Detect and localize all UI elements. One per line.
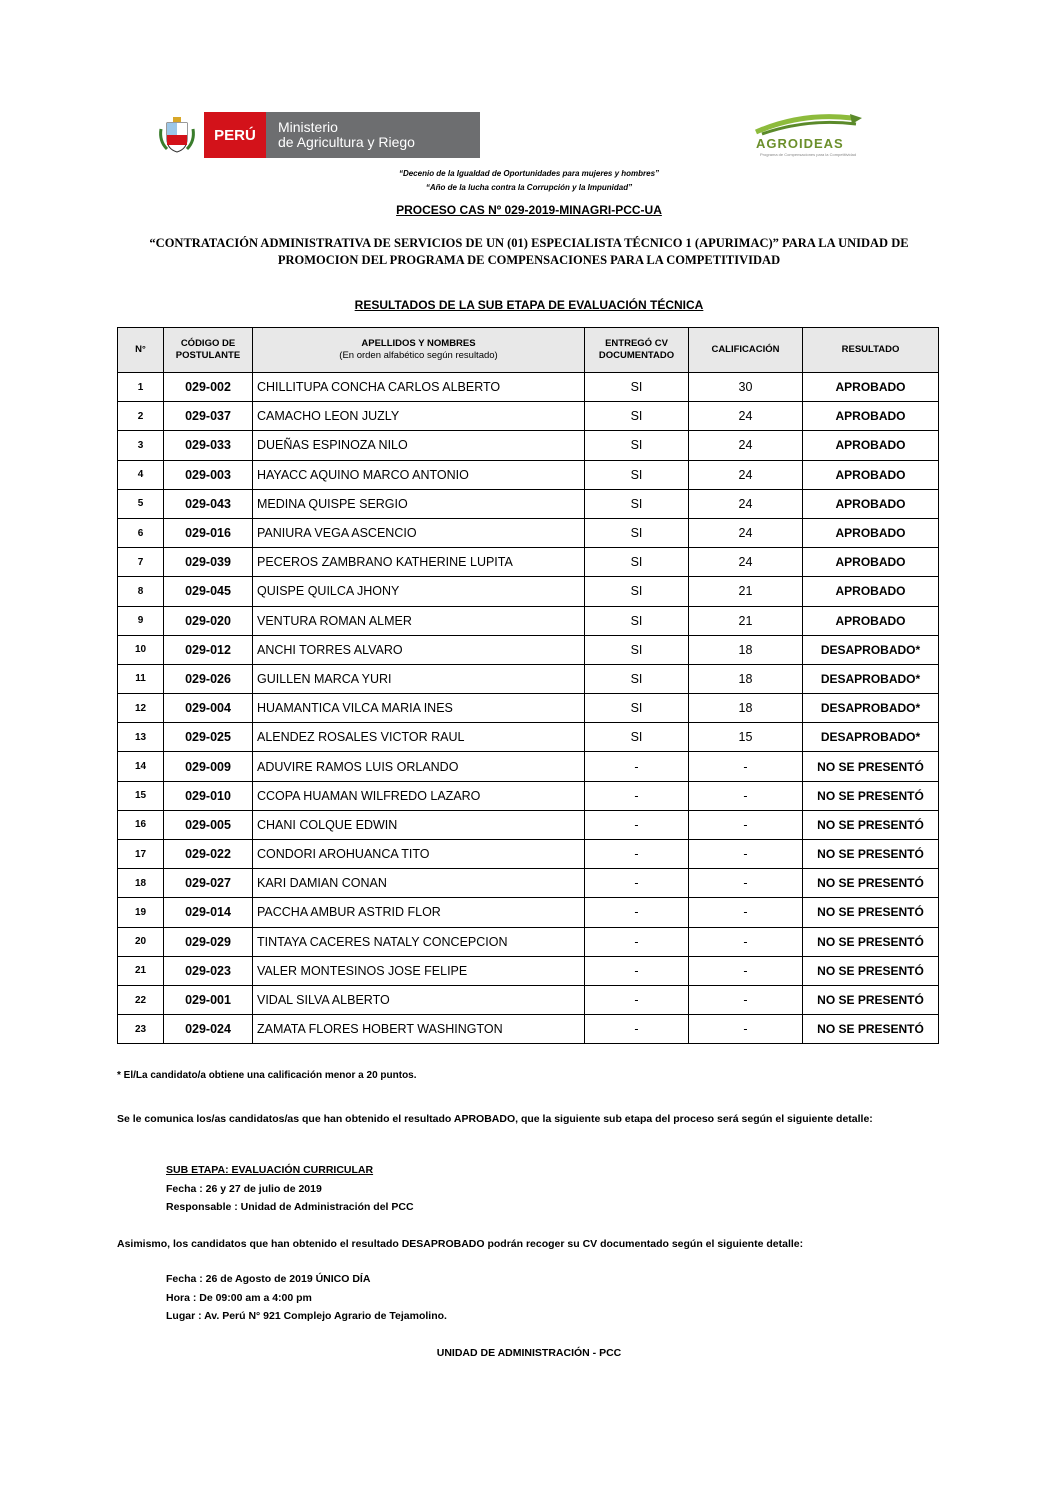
row-nombre: GUILLEN MARCA YURI <box>253 664 585 693</box>
header-resultado: RESULTADO <box>803 328 939 373</box>
row-cv: - <box>585 898 689 927</box>
header-codigo <box>164 328 253 373</box>
row-cv: - <box>585 1015 689 1044</box>
row-resultado: DESAPROBADO* <box>803 694 939 723</box>
ministry-name <box>266 112 480 158</box>
row-codigo: 029-026 <box>164 664 253 693</box>
row-nombre: HAYACC AQUINO MARCO ANTONIO <box>253 460 585 489</box>
row-resultado: NO SE PRESENTÓ <box>803 810 939 839</box>
row-calificacion: - <box>689 781 803 810</box>
row-calificacion: 18 <box>689 635 803 664</box>
row-cv: SI <box>585 577 689 606</box>
row-nombre: PACCHA AMBUR ASTRID FLOR <box>253 898 585 927</box>
row-codigo: 029-016 <box>164 518 253 547</box>
row-resultado: APROBADO <box>803 548 939 577</box>
row-resultado: DESAPROBADO* <box>803 664 939 693</box>
header-codigo-line-2: POSTULANTE <box>175 350 241 361</box>
table-row <box>118 577 939 606</box>
row-codigo: 029-004 <box>164 694 253 723</box>
row-resultado: DESAPROBADO* <box>803 723 939 752</box>
row-cv: - <box>585 752 689 781</box>
row-nombre: QUISPE QUILCA JHONY <box>253 577 585 606</box>
table-row <box>118 460 939 489</box>
row-resultado: NO SE PRESENTÓ <box>803 781 939 810</box>
recojo-fecha: Fecha : 26 de Agosto de 2019 ÚNICO DÍA <box>166 1273 371 1285</box>
row-number: 11 <box>118 664 164 693</box>
row-codigo: 029-033 <box>164 431 253 460</box>
table-header-row <box>118 328 939 373</box>
agroideas-tagline: Programa de Compensaciones para la Competitividad <box>760 152 857 157</box>
row-codigo: 029-020 <box>164 606 253 635</box>
row-resultado: APROBADO <box>803 606 939 635</box>
table-row <box>118 840 939 869</box>
sub-etapa-responsable: Responsable : Unidad de Administración del PCC <box>166 1201 414 1213</box>
header-nombres-line-2: (En orden alfabético según resultado) <box>339 350 498 361</box>
row-nombre: CCOPA HUAMAN WILFREDO LAZARO <box>253 781 585 810</box>
table-row <box>118 723 939 752</box>
row-cv: SI <box>585 723 689 752</box>
row-nombre: ALENDEZ ROSALES VICTOR RAUL <box>253 723 585 752</box>
results-table <box>117 327 939 1044</box>
row-codigo: 029-039 <box>164 548 253 577</box>
row-resultado: APROBADO <box>803 431 939 460</box>
row-resultado: APROBADO <box>803 577 939 606</box>
row-number: 15 <box>118 781 164 810</box>
agroideas-logo <box>752 112 868 160</box>
row-number: 16 <box>118 810 164 839</box>
row-codigo: 029-009 <box>164 752 253 781</box>
table-row <box>118 927 939 956</box>
row-resultado: APROBADO <box>803 518 939 547</box>
row-nombre: ANCHI TORRES ALVARO <box>253 635 585 664</box>
row-resultado: APROBADO <box>803 489 939 518</box>
proceso-title: PROCESO CAS Nº 029-2019-MINAGRI-PCC-UA <box>396 203 662 217</box>
peru-label: PERÚ <box>204 112 266 158</box>
recojo-lugar: Lugar : Av. Perú N° 921 Complejo Agrario de Tejamolino. <box>166 1310 447 1322</box>
table-row <box>118 606 939 635</box>
row-resultado: APROBADO <box>803 460 939 489</box>
row-cv: - <box>585 810 689 839</box>
row-cv: - <box>585 985 689 1014</box>
row-number: 7 <box>118 548 164 577</box>
row-number: 19 <box>118 898 164 927</box>
row-cv: SI <box>585 664 689 693</box>
row-resultado: DESAPROBADO* <box>803 635 939 664</box>
row-codigo: 029-014 <box>164 898 253 927</box>
row-nombre: VIDAL SILVA ALBERTO <box>253 985 585 1014</box>
row-calificacion: 18 <box>689 664 803 693</box>
table-row <box>118 489 939 518</box>
contract-title-line-2: PROMOCION DEL PROGRAMA DE COMPENSACIONES PARA LA COMPETITIVIDAD <box>277 253 781 267</box>
table-row <box>118 518 939 547</box>
row-cv: - <box>585 781 689 810</box>
row-number: 12 <box>118 694 164 723</box>
row-calificacion: 21 <box>689 577 803 606</box>
footnote: * El/La candidato/a obtiene una calificación menor a 20 puntos. <box>117 1070 417 1081</box>
header-calificacion: CALIFICACIÓN <box>689 328 803 373</box>
row-cv: SI <box>585 548 689 577</box>
agroideas-swoosh-icon <box>752 112 868 138</box>
row-calificacion: - <box>689 898 803 927</box>
row-codigo: 029-005 <box>164 810 253 839</box>
row-calificacion: 18 <box>689 694 803 723</box>
row-resultado: NO SE PRESENTÓ <box>803 869 939 898</box>
header-cv <box>585 328 689 373</box>
ministry-line-1: Ministerio <box>278 119 338 135</box>
row-number: 22 <box>118 985 164 1014</box>
row-nombre: ZAMATA FLORES HOBERT WASHINGTON <box>253 1015 585 1044</box>
row-nombre: ADUVIRE RAMOS LUIS ORLANDO <box>253 752 585 781</box>
row-calificacion: - <box>689 927 803 956</box>
contract-title-line-1: “CONTRATACIÓN ADMINISTRATIVA DE SERVICIOS DE UN (01) ESPECIALISTA TÉCNICO 1 (APURIMAC)” PARA LA UNIDAD DE <box>149 236 909 250</box>
row-calificacion: 24 <box>689 518 803 547</box>
row-resultado: APROBADO <box>803 373 939 402</box>
row-calificacion: 30 <box>689 373 803 402</box>
row-cv: - <box>585 927 689 956</box>
row-number: 8 <box>118 577 164 606</box>
row-cv: SI <box>585 402 689 431</box>
row-codigo: 029-003 <box>164 460 253 489</box>
row-nombre: PANIURA VEGA ASCENCIO <box>253 518 585 547</box>
row-cv: - <box>585 869 689 898</box>
table-row <box>118 781 939 810</box>
row-codigo: 029-002 <box>164 373 253 402</box>
row-number: 18 <box>118 869 164 898</box>
row-calificacion: - <box>689 985 803 1014</box>
table-row <box>118 898 939 927</box>
aprobado-notice: Se le comunica los/as candidatos/as que han obtenido el resultado APROBADO, que la siguiente sub etapa del proceso será según el siguiente detalle: <box>117 1113 873 1125</box>
row-codigo: 029-001 <box>164 985 253 1014</box>
decenio-slogan: “Decenio de la Igualdad de Oportunidades para mujeres y hombres” <box>398 169 660 178</box>
ministry-line-2: de Agricultura y Riego <box>278 134 415 150</box>
row-resultado: NO SE PRESENTÓ <box>803 927 939 956</box>
sub-etapa-title: SUB ETAPA: EVALUACIÓN CURRICULAR <box>166 1164 374 1176</box>
row-cv: SI <box>585 694 689 723</box>
row-number: 21 <box>118 956 164 985</box>
table-row <box>118 810 939 839</box>
row-number: 1 <box>118 373 164 402</box>
table-row <box>118 985 939 1014</box>
row-nombre: VALER MONTESINOS JOSE FELIPE <box>253 956 585 985</box>
row-number: 4 <box>118 460 164 489</box>
contract-title <box>0 235 1058 269</box>
table-row <box>118 956 939 985</box>
table-row <box>118 869 939 898</box>
row-cv: SI <box>585 431 689 460</box>
row-resultado: NO SE PRESENTÓ <box>803 985 939 1014</box>
row-codigo: 029-025 <box>164 723 253 752</box>
header-num: N° <box>118 328 164 373</box>
header-codigo-line-1: CÓDIGO DE <box>180 338 236 349</box>
minagri-logo <box>150 112 480 158</box>
header-nombres <box>253 328 585 373</box>
table-row <box>118 402 939 431</box>
row-codigo: 029-010 <box>164 781 253 810</box>
row-number: 3 <box>118 431 164 460</box>
header-nombres-line-1: APELLIDOS Y NOMBRES <box>361 338 476 349</box>
row-number: 5 <box>118 489 164 518</box>
results-body <box>118 373 939 1044</box>
row-calificacion: 24 <box>689 489 803 518</box>
table-row <box>118 694 939 723</box>
row-codigo: 029-029 <box>164 927 253 956</box>
row-number: 17 <box>118 840 164 869</box>
peru-coat-of-arms-icon <box>150 112 204 158</box>
row-calificacion: - <box>689 869 803 898</box>
row-cv: SI <box>585 460 689 489</box>
row-codigo: 029-027 <box>164 869 253 898</box>
row-calificacion: 24 <box>689 548 803 577</box>
row-resultado: NO SE PRESENTÓ <box>803 898 939 927</box>
row-calificacion: 24 <box>689 431 803 460</box>
row-number: 23 <box>118 1015 164 1044</box>
row-cv: - <box>585 840 689 869</box>
row-calificacion: 24 <box>689 402 803 431</box>
sub-etapa-fecha: Fecha : 26 y 27 de julio de 2019 <box>166 1183 322 1195</box>
row-nombre: TINTAYA CACERES NATALY CONCEPCION <box>253 927 585 956</box>
row-calificacion: - <box>689 840 803 869</box>
row-number: 13 <box>118 723 164 752</box>
row-nombre: PECEROS ZAMBRANO KATHERINE LUPITA <box>253 548 585 577</box>
row-number: 10 <box>118 635 164 664</box>
row-codigo: 029-037 <box>164 402 253 431</box>
table-row <box>118 373 939 402</box>
table-row <box>118 548 939 577</box>
row-nombre: CHILLITUPA CONCHA CARLOS ALBERTO <box>253 373 585 402</box>
results-title: RESULTADOS DE LA SUB ETAPA DE EVALUACIÓN TÉCNICA <box>354 298 704 312</box>
table-row <box>118 431 939 460</box>
row-codigo: 029-023 <box>164 956 253 985</box>
anio-slogan: “Año de la lucha contra la Corrupción y la Impunidad” <box>425 183 633 192</box>
row-resultado: NO SE PRESENTÓ <box>803 840 939 869</box>
row-cv: SI <box>585 373 689 402</box>
row-nombre: CAMACHO LEON JUZLY <box>253 402 585 431</box>
row-resultado: APROBADO <box>803 402 939 431</box>
row-codigo: 029-012 <box>164 635 253 664</box>
row-nombre: CHANI COLQUE EDWIN <box>253 810 585 839</box>
row-calificacion: - <box>689 810 803 839</box>
row-codigo: 029-045 <box>164 577 253 606</box>
row-resultado: NO SE PRESENTÓ <box>803 956 939 985</box>
row-nombre: KARI DAMIAN CONAN <box>253 869 585 898</box>
row-number: 14 <box>118 752 164 781</box>
row-number: 9 <box>118 606 164 635</box>
row-nombre: VENTURA ROMAN ALMER <box>253 606 585 635</box>
row-nombre: HUAMANTICA VILCA MARIA INES <box>253 694 585 723</box>
row-number: 2 <box>118 402 164 431</box>
row-cv: SI <box>585 489 689 518</box>
row-resultado: NO SE PRESENTÓ <box>803 752 939 781</box>
row-cv: SI <box>585 606 689 635</box>
agroideas-wordmark: AGROIDEAS <box>756 136 844 151</box>
row-nombre: MEDINA QUISPE SERGIO <box>253 489 585 518</box>
header-cv-line-2: DOCUMENTADO <box>598 350 675 361</box>
desaprobado-notice: Asimismo, los candidatos que han obtenido el resultado DESAPROBADO podrán recoger su CV documentado según el siguiente detalle: <box>117 1238 804 1250</box>
row-calificacion: 24 <box>689 460 803 489</box>
table-row <box>118 752 939 781</box>
row-number: 6 <box>118 518 164 547</box>
row-calificacion: 21 <box>689 606 803 635</box>
row-codigo: 029-022 <box>164 840 253 869</box>
table-row <box>118 1015 939 1044</box>
row-calificacion: - <box>689 1015 803 1044</box>
row-nombre: DUEÑAS ESPINOZA NILO <box>253 431 585 460</box>
recojo-hora: Hora : De 09:00 am a 4:00 pm <box>166 1292 312 1304</box>
row-number: 20 <box>118 927 164 956</box>
table-row <box>118 664 939 693</box>
row-nombre: CONDORI AROHUANCA TITO <box>253 840 585 869</box>
row-resultado: NO SE PRESENTÓ <box>803 1015 939 1044</box>
signature-unit: UNIDAD DE ADMINISTRACIÓN - PCC <box>436 1347 622 1359</box>
row-cv: SI <box>585 518 689 547</box>
row-calificacion: 15 <box>689 723 803 752</box>
row-cv: SI <box>585 635 689 664</box>
header-cv-line-1: ENTREGÓ CV <box>605 338 668 349</box>
row-calificacion: - <box>689 752 803 781</box>
row-cv: - <box>585 956 689 985</box>
row-codigo: 029-024 <box>164 1015 253 1044</box>
table-row <box>118 635 939 664</box>
row-codigo: 029-043 <box>164 489 253 518</box>
row-calificacion: - <box>689 956 803 985</box>
